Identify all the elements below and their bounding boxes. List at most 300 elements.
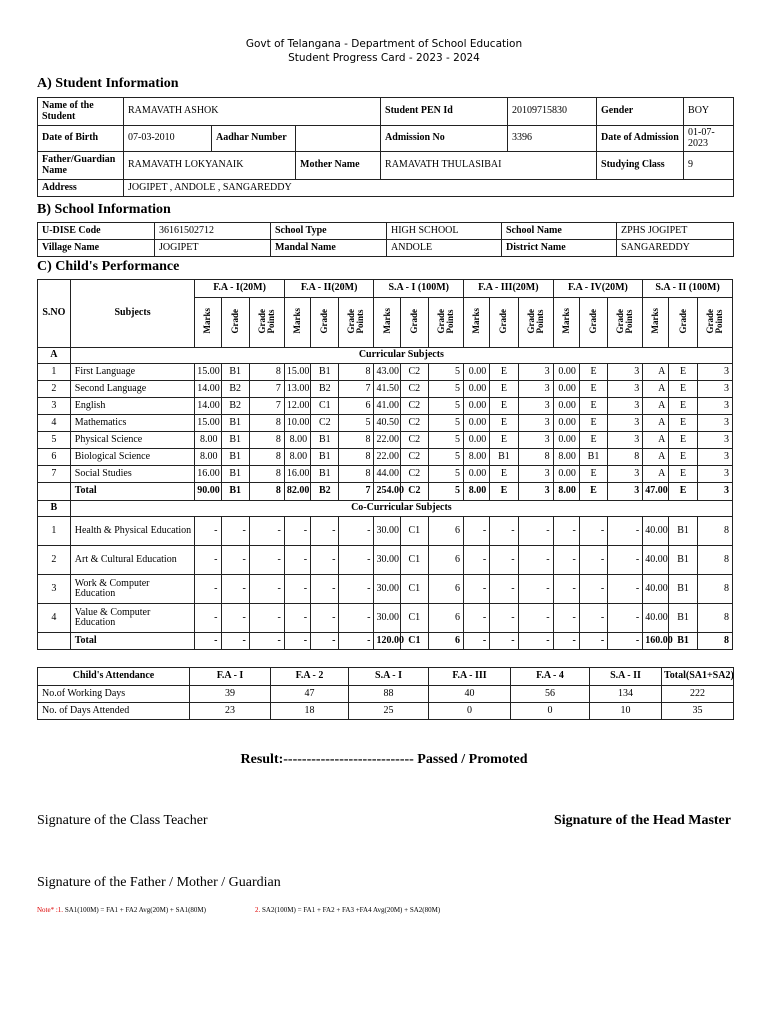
subcol-header — [311, 298, 339, 348]
table-cell: 1 — [38, 517, 71, 546]
table-cell: B1 — [490, 449, 518, 466]
table-cell: 3 — [518, 466, 553, 483]
table-cell: 3 — [38, 575, 71, 604]
cocurricular-section-title: Co-Curricular Subjects — [70, 501, 732, 517]
table-cell: 8 — [518, 449, 553, 466]
table-cell: No.of Working Days — [38, 686, 190, 703]
table-cell: 90.00 — [195, 483, 221, 501]
table-cell: 8.00 — [284, 432, 310, 449]
header-line-1: Govt of Telangana - Department of School Education — [245, 38, 523, 50]
table-cell: Physical Science — [70, 432, 195, 449]
subcol-header — [195, 298, 221, 348]
table-cell: E — [579, 381, 607, 398]
school-name-label: School Name — [502, 223, 617, 240]
attendance-header: F.A - 4 — [511, 668, 590, 686]
table-cell: 4 — [38, 415, 71, 432]
subcol-label: Grade — [677, 308, 688, 333]
table-cell: E — [669, 483, 697, 501]
table-row — [38, 432, 733, 449]
table-cell: - — [553, 517, 579, 546]
note-1-text: SA1(100M) = FA1 + FA2 Avg(20M) + SA1(80M) — [63, 906, 206, 914]
table-cell: B1 — [669, 546, 697, 575]
table-cell: 41.50 — [374, 381, 400, 398]
table-cell: - — [553, 575, 579, 604]
table-cell: B2 — [311, 381, 339, 398]
exam-header-2: S.A - I (100M) — [374, 280, 464, 298]
table-row — [38, 686, 734, 703]
table-cell: E — [669, 398, 697, 415]
udise-value: 36161502712 — [155, 223, 271, 240]
table-cell: 3 — [697, 415, 732, 432]
curricular-section-title: Curricular Subjects — [70, 348, 732, 364]
table-cell: 12.00 — [284, 398, 310, 415]
subcol-header — [579, 298, 607, 348]
table-cell: 30.00 — [374, 575, 400, 604]
table-cell: C2 — [400, 398, 428, 415]
table-cell: 7 — [249, 381, 284, 398]
table-cell: 3 — [608, 432, 643, 449]
table-cell: 3 — [697, 483, 732, 501]
table-cell: 30.00 — [374, 517, 400, 546]
table-row — [38, 449, 733, 466]
table-cell: 88 — [349, 686, 429, 703]
table-cell: C2 — [400, 432, 428, 449]
table-cell: - — [579, 517, 607, 546]
doa-label: Date of Admission — [597, 126, 684, 152]
table-cell: B1 — [221, 415, 249, 432]
table-cell: 40 — [429, 686, 511, 703]
table-cell: - — [195, 633, 221, 650]
note-2-text: SA2(100M) = FA1 + FA2 + FA3 +FA4 Avg(20M) + SA2(80M) — [260, 906, 441, 914]
subcol-header — [553, 298, 579, 348]
table-cell: E — [490, 415, 518, 432]
table-cell: 2 — [38, 546, 71, 575]
school-info-table — [37, 222, 734, 257]
table-cell: 1 — [38, 364, 71, 381]
subcol-label: Grade Points — [436, 308, 456, 333]
mandal-value: ANDOLE — [387, 240, 502, 257]
table-cell: - — [490, 604, 518, 633]
table-cell: 5 — [339, 415, 374, 432]
table-cell: 3 — [697, 432, 732, 449]
subcol-header — [339, 298, 374, 348]
subcol-label: Grade — [408, 308, 419, 333]
table-cell: - — [553, 604, 579, 633]
table-cell: 22.00 — [374, 449, 400, 466]
table-cell: - — [221, 546, 249, 575]
table-cell: 3 — [697, 381, 732, 398]
table-cell: B2 — [311, 483, 339, 501]
table-cell: - — [490, 546, 518, 575]
parent-signature: Signature of the Father / Mother / Guardian — [37, 875, 281, 890]
note-2-label: 2. — [255, 906, 261, 914]
curricular-total-row — [38, 483, 733, 501]
table-cell: - — [339, 604, 374, 633]
table-cell: 0 — [511, 703, 590, 720]
table-row — [38, 398, 733, 415]
table-cell: 8 — [249, 415, 284, 432]
table-cell: E — [579, 466, 607, 483]
table-cell: - — [518, 575, 553, 604]
note-2 — [255, 906, 440, 914]
table-cell: 18 — [271, 703, 349, 720]
table-cell: - — [464, 575, 490, 604]
table-cell: Health & Physical Education — [70, 517, 195, 546]
table-cell: C2 — [400, 381, 428, 398]
attendance-header: Child's Attendance — [38, 668, 190, 686]
table-cell: 47 — [271, 686, 349, 703]
table-cell: - — [195, 546, 221, 575]
table-cell: 3 — [518, 381, 553, 398]
table-cell: 5 — [429, 381, 464, 398]
table-cell: 7 — [339, 381, 374, 398]
table-cell: - — [490, 575, 518, 604]
table-cell: Total — [70, 633, 195, 650]
table-cell: 0 — [429, 703, 511, 720]
table-cell: E — [490, 432, 518, 449]
table-cell: 3 — [697, 466, 732, 483]
table-cell: 30.00 — [374, 604, 400, 633]
table-cell: 6 — [339, 398, 374, 415]
table-cell: 134 — [590, 686, 662, 703]
table-cell: - — [518, 604, 553, 633]
subcol-label: Marks — [471, 308, 482, 334]
table-cell: 0.00 — [464, 381, 490, 398]
table-cell — [38, 633, 71, 650]
table-cell: 6 — [429, 575, 464, 604]
table-cell: - — [284, 546, 310, 575]
table-cell: 160.00 — [643, 633, 669, 650]
table-cell: 8 — [249, 466, 284, 483]
table-cell: 16.00 — [195, 466, 221, 483]
table-cell: - — [311, 546, 339, 575]
attendance-header-row — [38, 668, 734, 686]
attendance-header: S.A - I — [349, 668, 429, 686]
table-cell: 5 — [429, 364, 464, 381]
table-cell: 8 — [697, 604, 732, 633]
table-row — [38, 517, 733, 546]
table-cell: 40.00 — [643, 546, 669, 575]
performance-table — [37, 279, 733, 650]
exam-header-1: F.A - II(20M) — [284, 280, 374, 298]
table-cell: 0.00 — [464, 398, 490, 415]
table-cell: 8 — [339, 466, 374, 483]
attendance-header: F.A - I — [190, 668, 271, 686]
table-cell: - — [608, 604, 643, 633]
table-cell: 5 — [429, 466, 464, 483]
table-cell: 3 — [697, 364, 732, 381]
table-cell: 22.00 — [374, 432, 400, 449]
table-cell: 3 — [518, 483, 553, 501]
table-cell: 0.00 — [464, 415, 490, 432]
class-value: 9 — [684, 152, 734, 180]
table-cell: C2 — [400, 483, 428, 501]
table-cell: 8.00 — [553, 483, 579, 501]
table-cell: 44.00 — [374, 466, 400, 483]
table-cell: - — [221, 604, 249, 633]
aadhar-value — [296, 126, 381, 152]
table-cell: 82.00 — [284, 483, 310, 501]
table-cell: E — [490, 466, 518, 483]
subcol-header — [429, 298, 464, 348]
table-cell: A — [643, 364, 669, 381]
udise-label: U-DISE Code — [38, 223, 155, 240]
table-cell: - — [464, 633, 490, 650]
table-cell: B1 — [669, 633, 697, 650]
table-cell: 8 — [339, 449, 374, 466]
table-cell: 40.50 — [374, 415, 400, 432]
table-cell: 35 — [662, 703, 734, 720]
table-cell: E — [490, 381, 518, 398]
table-cell: B1 — [221, 449, 249, 466]
table-cell: Social Studies — [70, 466, 195, 483]
table-cell: B1 — [669, 517, 697, 546]
table-cell: - — [608, 575, 643, 604]
head-master-signature: Signature of the Head Master — [553, 813, 731, 828]
table-cell: 15.00 — [195, 415, 221, 432]
table-cell: 0.00 — [553, 466, 579, 483]
table-cell: 7 — [249, 398, 284, 415]
table-cell: 5 — [429, 398, 464, 415]
table-cell: 3 — [697, 398, 732, 415]
table-cell: - — [608, 517, 643, 546]
table-cell: B1 — [311, 364, 339, 381]
table-cell: B1 — [311, 466, 339, 483]
subcol-label: Marks — [560, 308, 571, 334]
table-cell: - — [221, 517, 249, 546]
table-cell: 3 — [608, 398, 643, 415]
table-cell: - — [249, 546, 284, 575]
table-cell: 3 — [38, 398, 71, 415]
village-label: Village Name — [38, 240, 155, 257]
table-cell: - — [490, 633, 518, 650]
table-cell: A — [643, 449, 669, 466]
table-cell: 6 — [429, 546, 464, 575]
table-cell: 8.00 — [464, 483, 490, 501]
table-cell: - — [579, 546, 607, 575]
table-cell: 8 — [249, 483, 284, 501]
table-cell: Second Language — [70, 381, 195, 398]
table-cell: E — [669, 449, 697, 466]
table-cell: 0.00 — [553, 398, 579, 415]
table-cell: 8 — [249, 449, 284, 466]
table-cell: 254.00 — [374, 483, 400, 501]
table-cell: 0.00 — [553, 381, 579, 398]
class-teacher-signature: Signature of the Class Teacher — [37, 813, 208, 828]
table-cell: 8 — [249, 432, 284, 449]
address-label: Address — [38, 180, 124, 197]
table-cell: No. of Days Attended — [38, 703, 190, 720]
header-line-2: Student Progress Card - 2023 - 2024 — [288, 52, 480, 64]
table-cell: E — [579, 483, 607, 501]
dob-value: 07-03-2010 — [124, 126, 212, 152]
attendance-header: S.A - II — [590, 668, 662, 686]
table-cell: - — [249, 604, 284, 633]
table-cell: E — [490, 483, 518, 501]
table-cell: - — [249, 633, 284, 650]
table-cell: 6 — [429, 604, 464, 633]
table-cell: 40.00 — [643, 604, 669, 633]
table-cell: - — [195, 517, 221, 546]
subcol-header — [643, 298, 669, 348]
table-cell: 5 — [429, 449, 464, 466]
table-cell: 3 — [518, 432, 553, 449]
table-cell: - — [518, 546, 553, 575]
table-cell: C2 — [400, 364, 428, 381]
subcol-label: Grade Points — [525, 308, 545, 333]
table-cell: 30.00 — [374, 546, 400, 575]
table-cell: B1 — [221, 364, 249, 381]
student-name: RAMAVATH ASHOK — [124, 98, 381, 126]
subcol-label: Grade — [319, 308, 330, 333]
subcol-label: Grade — [588, 308, 598, 333]
table-cell: 47.00 — [643, 483, 669, 501]
subcol-header — [464, 298, 490, 348]
table-cell: 7 — [339, 483, 374, 501]
table-cell: C1 — [400, 546, 428, 575]
table-cell: - — [553, 633, 579, 650]
subcol-header — [400, 298, 428, 348]
table-cell: C2 — [311, 415, 339, 432]
table-cell: - — [464, 517, 490, 546]
table-cell: 8.00 — [195, 432, 221, 449]
table-cell: 10.00 — [284, 415, 310, 432]
table-cell: C1 — [400, 633, 428, 650]
table-cell: - — [249, 517, 284, 546]
table-cell: 3 — [608, 381, 643, 398]
table-cell: - — [311, 517, 339, 546]
table-cell: - — [518, 517, 553, 546]
table-cell: - — [339, 517, 374, 546]
gender-label: Gender — [597, 98, 684, 126]
attendance-header: F.A - 2 — [271, 668, 349, 686]
table-row — [38, 364, 733, 381]
attendance-table — [37, 667, 734, 720]
table-cell: - — [608, 546, 643, 575]
table-cell: E — [669, 432, 697, 449]
table-cell: C1 — [400, 517, 428, 546]
table-cell: E — [669, 415, 697, 432]
table-cell: C1 — [400, 575, 428, 604]
table-cell: - — [311, 633, 339, 650]
name-label: Name of the Student — [38, 98, 124, 126]
mother-value: RAMAVATH THULASIBAI — [381, 152, 597, 180]
table-cell: C2 — [400, 449, 428, 466]
table-cell: 0.00 — [464, 432, 490, 449]
subcol-header — [249, 298, 284, 348]
table-cell: - — [284, 575, 310, 604]
table-cell: 3 — [518, 364, 553, 381]
table-cell: B1 — [311, 432, 339, 449]
table-cell: 120.00 — [374, 633, 400, 650]
table-cell: A — [643, 398, 669, 415]
table-cell: Value & Computer Education — [70, 604, 195, 633]
table-cell: A — [643, 466, 669, 483]
school-type-value: HIGH SCHOOL — [387, 223, 502, 240]
curricular-section-letter: A — [38, 348, 71, 364]
table-cell: - — [284, 604, 310, 633]
admission-label: Admission No — [381, 126, 508, 152]
table-cell: E — [669, 381, 697, 398]
table-cell: B1 — [579, 449, 607, 466]
table-cell: 3 — [697, 449, 732, 466]
table-cell: 2 — [38, 381, 71, 398]
table-cell: 43.00 — [374, 364, 400, 381]
table-cell: 8.00 — [464, 449, 490, 466]
table-cell: 40.00 — [643, 575, 669, 604]
table-cell: - — [284, 633, 310, 650]
table-cell: 3 — [518, 398, 553, 415]
table-cell: Total — [70, 483, 195, 501]
attendance-header: F.A - III — [429, 668, 511, 686]
father-label: Father/Guardian Name — [38, 152, 124, 180]
district-value: SANGAREDDY — [617, 240, 734, 257]
table-cell: 14.00 — [195, 381, 221, 398]
table-cell: English — [70, 398, 195, 415]
table-cell: - — [221, 575, 249, 604]
class-label: Studying Class — [597, 152, 684, 180]
table-cell: - — [311, 575, 339, 604]
gender-value: BOY — [684, 98, 734, 126]
table-cell: 39 — [190, 686, 271, 703]
table-cell: - — [249, 575, 284, 604]
exam-header-3: F.A - III(20M) — [464, 280, 554, 298]
table-cell: 6 — [429, 517, 464, 546]
table-cell: 15.00 — [195, 364, 221, 381]
school-info-title: B) School Information — [37, 202, 171, 217]
table-cell: E — [669, 364, 697, 381]
doa-value: 01-07-2023 — [684, 126, 734, 152]
table-cell: - — [608, 633, 643, 650]
table-cell: 0.00 — [553, 415, 579, 432]
attendance-header: Total(SA1+SA2) — [662, 668, 734, 686]
table-cell: B1 — [669, 604, 697, 633]
table-cell: 8.00 — [553, 449, 579, 466]
pen-label: Student PEN Id — [381, 98, 508, 126]
table-cell: - — [221, 633, 249, 650]
table-cell: - — [195, 604, 221, 633]
subcol-header — [669, 298, 697, 348]
table-cell: 14.00 — [195, 398, 221, 415]
table-cell: 3 — [518, 415, 553, 432]
table-cell: 8 — [697, 517, 732, 546]
table-cell: 8 — [697, 633, 732, 650]
table-cell: 3 — [608, 415, 643, 432]
table-cell: 8.00 — [284, 449, 310, 466]
table-cell: - — [195, 575, 221, 604]
subcol-label: Marks — [202, 308, 213, 334]
dob-label: Date of Birth — [38, 126, 124, 152]
table-cell: 15.00 — [284, 364, 310, 381]
subcol-label: Grade — [498, 308, 509, 333]
table-cell: 4 — [38, 604, 71, 633]
table-cell: C1 — [400, 604, 428, 633]
subcol-label: Grade Points — [346, 308, 366, 333]
subcol-header — [490, 298, 518, 348]
table-cell: 0.00 — [464, 364, 490, 381]
table-cell: E — [579, 398, 607, 415]
table-cell: 56 — [511, 686, 590, 703]
table-cell: 8 — [339, 432, 374, 449]
table-cell: - — [579, 633, 607, 650]
table-cell: B1 — [221, 483, 249, 501]
subcol-header — [518, 298, 553, 348]
table-cell: - — [339, 546, 374, 575]
district-label: District Name — [502, 240, 617, 257]
subcol-label: Marks — [381, 308, 392, 334]
table-cell: 13.00 — [284, 381, 310, 398]
table-cell: 8 — [697, 575, 732, 604]
